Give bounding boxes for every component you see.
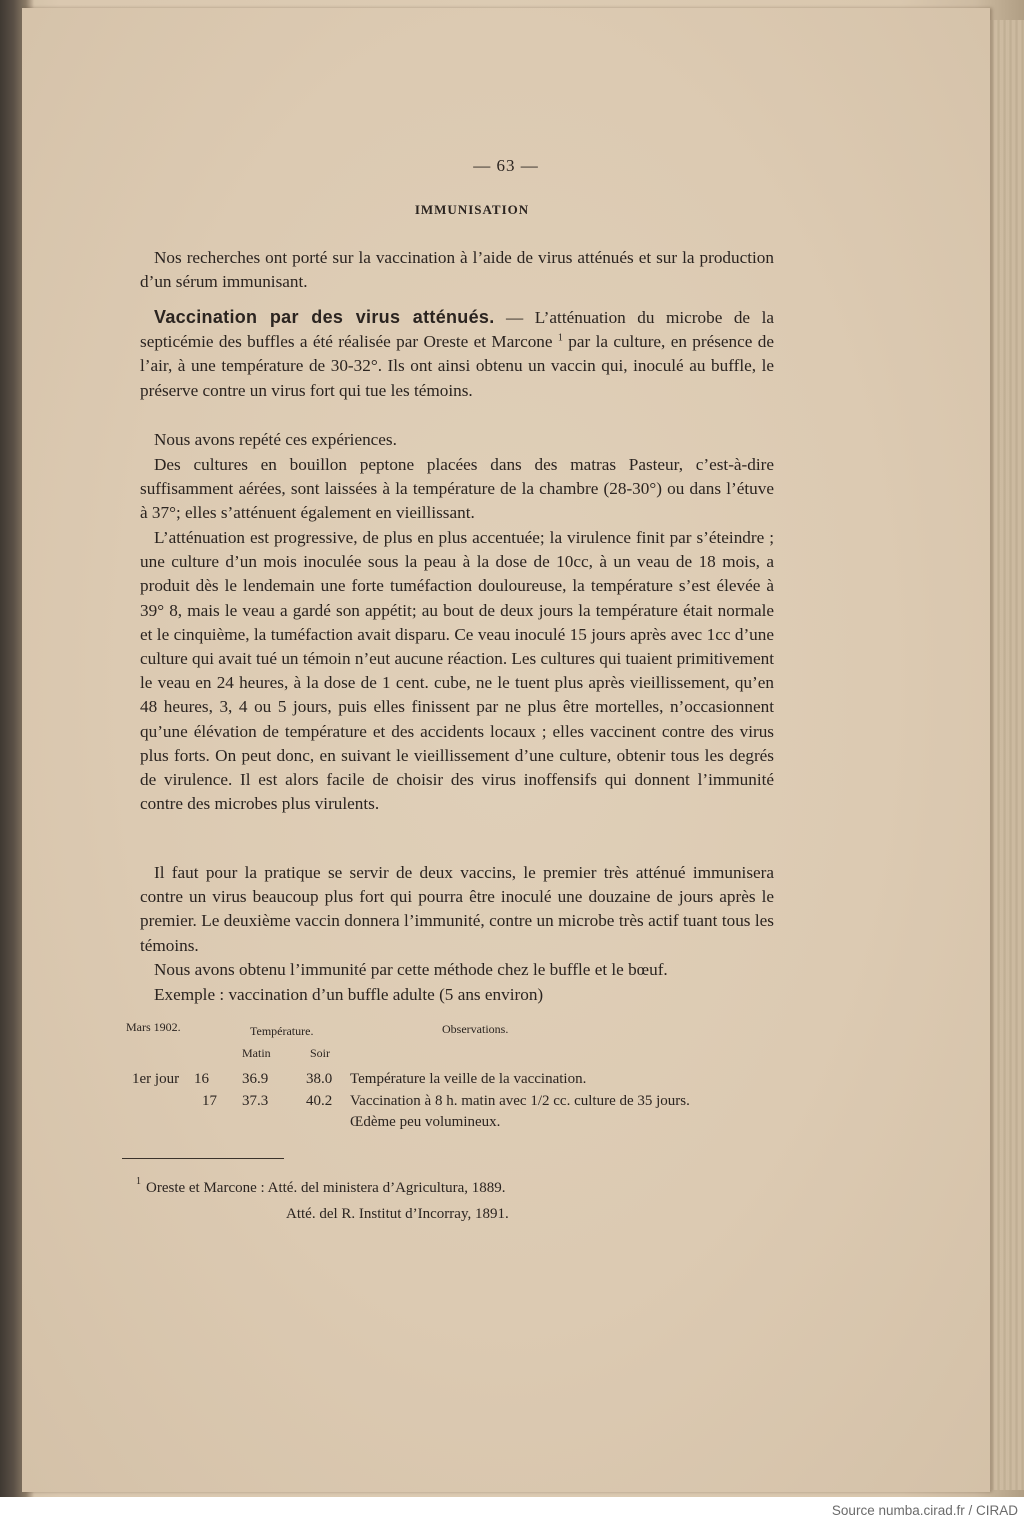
footnote-line-1: Oreste et Marcone : Atté. del ministera d’Agricultura, 1889. xyxy=(146,1180,506,1196)
paragraph-repete: Nous avons repété ces expériences. xyxy=(154,430,397,449)
row-matin: 36.9 xyxy=(242,1071,269,1087)
footnote-line-2: Atté. del R. Institut d’Incorray, 1891. xyxy=(286,1206,509,1222)
source-credit: Source numba.cirad.fr / CIRAD xyxy=(831,1503,1018,1518)
paragraph-deux-vaccins: Il faut pour la pratique se servir de deux vaccins, le premier très atténué immunisera contre un virus beaucoup plus fort qui pourra être inoculé une douzaine de jours après le premier. Le deuxième vaccin donnera l’immunité, contre un microbe très actif tuant tous les témoins. xyxy=(140,863,774,955)
vaccination-paragraph xyxy=(140,305,774,403)
intro-paragraph: Nos recherches ont porté sur la vaccination à l’aide de virus atténués et sur la production d’un sérum immunisant. xyxy=(140,248,774,292)
paragraph-cultures: Des cultures en bouillon peptone placées dans des matras Pasteur, c’est-à-dire suffisamment aérées, sont laissées à la température de la chambre (28-30°) ou dans l’étuve à 37°; elles s’atténuent également en vieillissant. xyxy=(140,455,774,523)
footnote-reference: 1 xyxy=(557,332,563,344)
table-observations-header: Observations. xyxy=(442,1022,509,1036)
vaccination-heading: Vaccination par des virus atténués. xyxy=(154,307,495,327)
footnote-divider xyxy=(122,1158,284,1159)
row-day: 17 xyxy=(202,1093,217,1109)
row-observation: Température la veille de la vaccination. xyxy=(350,1071,587,1087)
table-matin-header: Matin xyxy=(242,1046,271,1060)
paragraph-obtenu: Nous avons obtenu l’immunité par cette méthode chez le buffle et le bœuf. xyxy=(154,960,668,979)
row-label: 1er jour xyxy=(132,1071,180,1087)
row-observation: Vaccination à 8 h. matin avec 1/2 cc. culture de 35 jours. xyxy=(350,1093,690,1109)
row-matin: 37.3 xyxy=(242,1093,269,1109)
table-temperature-header: Température. xyxy=(250,1024,314,1038)
row-soir: 38.0 xyxy=(306,1071,333,1087)
row-soir: 40.2 xyxy=(306,1093,333,1109)
document-page xyxy=(22,8,990,1492)
table-soir-header: Soir xyxy=(310,1046,331,1060)
page-number: — 63 — xyxy=(473,156,539,175)
vaccination-text-b: par la culture, en présence de l’air, à une température de 30-32°. Ils ont ainsi obtenu un vaccin qui, inoculé au buffle, le préserve contre un virus fort qui tue les témoins. xyxy=(140,332,774,400)
section-heading: IMMUNISATION xyxy=(414,202,530,217)
table-date-header: Mars 1902. xyxy=(126,1020,181,1034)
paragraph-exemple: Exemple : vaccination d’un buffle adulte (5 ans environ) xyxy=(154,985,544,1004)
row-day: 16 xyxy=(194,1071,209,1087)
observation-continued: Œdème peu volumineux. xyxy=(350,1114,501,1130)
page-edge-stack xyxy=(988,20,1024,1490)
footnote-marker: 1 xyxy=(136,1176,141,1187)
vaccination-text-a: — L’atténuation du microbe de la septicémie des buffles a été réalisée par Oreste et Marcone xyxy=(140,308,774,352)
paragraph-attenuation: L’atténuation est progressive, de plus en plus accentuée; la virulence finit par s’éteindre ; une culture d’un mois inoculée sous la peau à la dose de 10cc, à un veau de 18 mois, a produit dès le lendemain une forte tuméfaction douloureuse, la température s’est élevée à 39° 8, mais le veau a gardé son appétit; au bout de deux jours la température était normale et le cinquième, la tuméfaction avait disparu. Ce veau inoculé 15 jours après avec 1cc d’une culture qui avait tué un témoin n’eut aucune réaction. Les cultures qui tuaient primitivement le veau en 24 heures, à la dose de 1 cent. cube, ne le tuent plus après vieillissement, qu’en 48 heures, 3, 4 ou 5 jours, puis elles finissent par ne plus être mortelles, n’occasionnent qu’une élévation de température et des accidents locaux ; elles vaccinent contre des virus plus forts. On peut donc, en suivant le vieillissement d’une culture, obtenir tous les degrés de virulence. Il est alors facile de choisir des virus inoffensifs qui donnent l’immunité contre des microbes plus virulents. xyxy=(140,528,774,814)
